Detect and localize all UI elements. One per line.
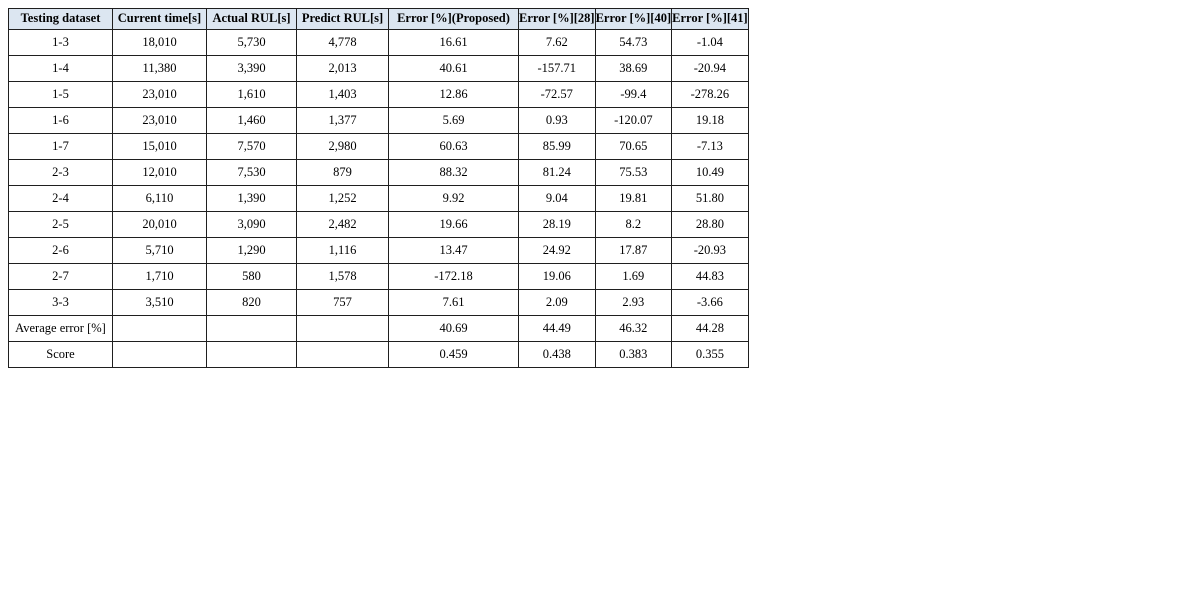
cell-current-time [113, 342, 207, 368]
cell-error-ref28: 85.99 [519, 134, 596, 160]
cell-error-ref40: 8.2 [595, 212, 672, 238]
column-header-current-time: Current time[s] [113, 9, 207, 30]
cell-current-time: 20,010 [113, 212, 207, 238]
cell-actual-rul: 820 [207, 290, 297, 316]
table-row [9, 82, 749, 108]
table-body [9, 30, 749, 368]
cell-error-ref40: 1.69 [595, 264, 672, 290]
cell-current-time: 1,710 [113, 264, 207, 290]
cell-error-ref28: 81.24 [519, 160, 596, 186]
table-row [9, 134, 749, 160]
cell-predict-rul [297, 316, 389, 342]
cell-error-proposed: 5.69 [389, 108, 519, 134]
cell-dataset: 3-3 [9, 290, 113, 316]
cell-error-ref28: -157.71 [519, 56, 596, 82]
cell-error-ref41: -20.93 [672, 238, 749, 264]
cell-error-ref28: 2.09 [519, 290, 596, 316]
cell-dataset: 1-5 [9, 82, 113, 108]
table-row [9, 160, 749, 186]
column-header-predict-rul: Predict RUL[s] [297, 9, 389, 30]
cell-actual-rul: 5,730 [207, 30, 297, 56]
cell-predict-rul: 879 [297, 160, 389, 186]
cell-error-proposed: 60.63 [389, 134, 519, 160]
cell-dataset: 1-3 [9, 30, 113, 56]
cell-error-ref40: 75.53 [595, 160, 672, 186]
column-header-error-ref28: Error [%][28] [519, 9, 596, 30]
cell-actual-rul: 1,390 [207, 186, 297, 212]
cell-error-ref41: 28.80 [672, 212, 749, 238]
cell-actual-rul [207, 316, 297, 342]
cell-error-proposed: 9.92 [389, 186, 519, 212]
cell-error-ref41: -20.94 [672, 56, 749, 82]
cell-actual-rul: 580 [207, 264, 297, 290]
cell-actual-rul: 1,460 [207, 108, 297, 134]
cell-error-ref40: 54.73 [595, 30, 672, 56]
cell-error-proposed: 16.61 [389, 30, 519, 56]
cell-current-time: 15,010 [113, 134, 207, 160]
cell-score-proposed: 0.459 [389, 342, 519, 368]
cell-predict-rul: 2,980 [297, 134, 389, 160]
cell-error-ref40: 17.87 [595, 238, 672, 264]
cell-current-time: 6,110 [113, 186, 207, 212]
cell-error-ref40: 19.81 [595, 186, 672, 212]
cell-error-proposed: 40.61 [389, 56, 519, 82]
cell-actual-rul: 1,290 [207, 238, 297, 264]
cell-current-time: 3,510 [113, 290, 207, 316]
column-header-testing-dataset: Testing dataset [9, 9, 113, 30]
cell-error-ref41: -278.26 [672, 82, 749, 108]
cell-current-time: 12,010 [113, 160, 207, 186]
cell-error-ref40: -120.07 [595, 108, 672, 134]
column-header-error-ref40: Error [%][40] [595, 9, 672, 30]
cell-score-ref41: 0.355 [672, 342, 749, 368]
cell-predict-rul: 757 [297, 290, 389, 316]
cell-error-ref40: 70.65 [595, 134, 672, 160]
cell-error-ref41: -1.04 [672, 30, 749, 56]
cell-predict-rul: 4,778 [297, 30, 389, 56]
table-row [9, 264, 749, 290]
table-row-average-error [9, 316, 749, 342]
table-row [9, 238, 749, 264]
cell-error-ref41: 51.80 [672, 186, 749, 212]
table-header-row-group [9, 9, 749, 30]
table-row [9, 212, 749, 238]
cell-actual-rul [207, 342, 297, 368]
cell-current-time: 18,010 [113, 30, 207, 56]
cell-error-ref28: 44.49 [519, 316, 596, 342]
cell-predict-rul: 1,377 [297, 108, 389, 134]
cell-actual-rul: 7,570 [207, 134, 297, 160]
cell-error-proposed: 40.69 [389, 316, 519, 342]
cell-current-time: 11,380 [113, 56, 207, 82]
cell-predict-rul: 1,403 [297, 82, 389, 108]
rul-prediction-results-table [8, 8, 749, 368]
cell-error-proposed: 19.66 [389, 212, 519, 238]
table-header-row [9, 9, 749, 30]
cell-current-time [113, 316, 207, 342]
cell-dataset: 2-4 [9, 186, 113, 212]
cell-row-label: Average error [%] [9, 316, 113, 342]
cell-row-label: Score [9, 342, 113, 368]
cell-error-ref41: -7.13 [672, 134, 749, 160]
table-container [8, 8, 749, 368]
cell-dataset: 1-4 [9, 56, 113, 82]
table-row [9, 30, 749, 56]
cell-error-proposed: 13.47 [389, 238, 519, 264]
cell-score-ref28: 0.438 [519, 342, 596, 368]
table-row [9, 186, 749, 212]
cell-error-ref40: 46.32 [595, 316, 672, 342]
cell-score-ref40: 0.383 [595, 342, 672, 368]
cell-predict-rul: 1,578 [297, 264, 389, 290]
cell-predict-rul [297, 342, 389, 368]
table-row [9, 56, 749, 82]
table-row-score [9, 342, 749, 368]
cell-error-ref28: 19.06 [519, 264, 596, 290]
cell-predict-rul: 1,252 [297, 186, 389, 212]
cell-dataset: 2-3 [9, 160, 113, 186]
cell-error-ref28: 7.62 [519, 30, 596, 56]
column-header-actual-rul: Actual RUL[s] [207, 9, 297, 30]
cell-error-proposed: -172.18 [389, 264, 519, 290]
cell-dataset: 2-6 [9, 238, 113, 264]
cell-predict-rul: 2,482 [297, 212, 389, 238]
cell-error-ref28: 9.04 [519, 186, 596, 212]
cell-error-ref28: 28.19 [519, 212, 596, 238]
cell-dataset: 2-5 [9, 212, 113, 238]
cell-dataset: 1-6 [9, 108, 113, 134]
cell-current-time: 23,010 [113, 82, 207, 108]
cell-predict-rul: 1,116 [297, 238, 389, 264]
cell-error-ref41: 44.83 [672, 264, 749, 290]
column-header-error-proposed: Error [%](Proposed) [389, 9, 519, 30]
cell-error-proposed: 7.61 [389, 290, 519, 316]
cell-dataset: 1-7 [9, 134, 113, 160]
cell-actual-rul: 3,090 [207, 212, 297, 238]
cell-error-ref40: 2.93 [595, 290, 672, 316]
table-row [9, 108, 749, 134]
column-header-error-ref41: Error [%][41] [672, 9, 749, 30]
cell-error-ref40: -99.4 [595, 82, 672, 108]
cell-error-ref41: -3.66 [672, 290, 749, 316]
cell-error-ref28: -72.57 [519, 82, 596, 108]
cell-current-time: 5,710 [113, 238, 207, 264]
cell-actual-rul: 1,610 [207, 82, 297, 108]
cell-error-ref28: 24.92 [519, 238, 596, 264]
cell-error-ref28: 0.93 [519, 108, 596, 134]
cell-predict-rul: 2,013 [297, 56, 389, 82]
cell-dataset: 2-7 [9, 264, 113, 290]
cell-error-proposed: 12.86 [389, 82, 519, 108]
cell-error-ref41: 19.18 [672, 108, 749, 134]
cell-current-time: 23,010 [113, 108, 207, 134]
cell-error-proposed: 88.32 [389, 160, 519, 186]
cell-actual-rul: 7,530 [207, 160, 297, 186]
table-row [9, 290, 749, 316]
cell-error-ref41: 44.28 [672, 316, 749, 342]
cell-error-ref41: 10.49 [672, 160, 749, 186]
cell-actual-rul: 3,390 [207, 56, 297, 82]
cell-error-ref40: 38.69 [595, 56, 672, 82]
